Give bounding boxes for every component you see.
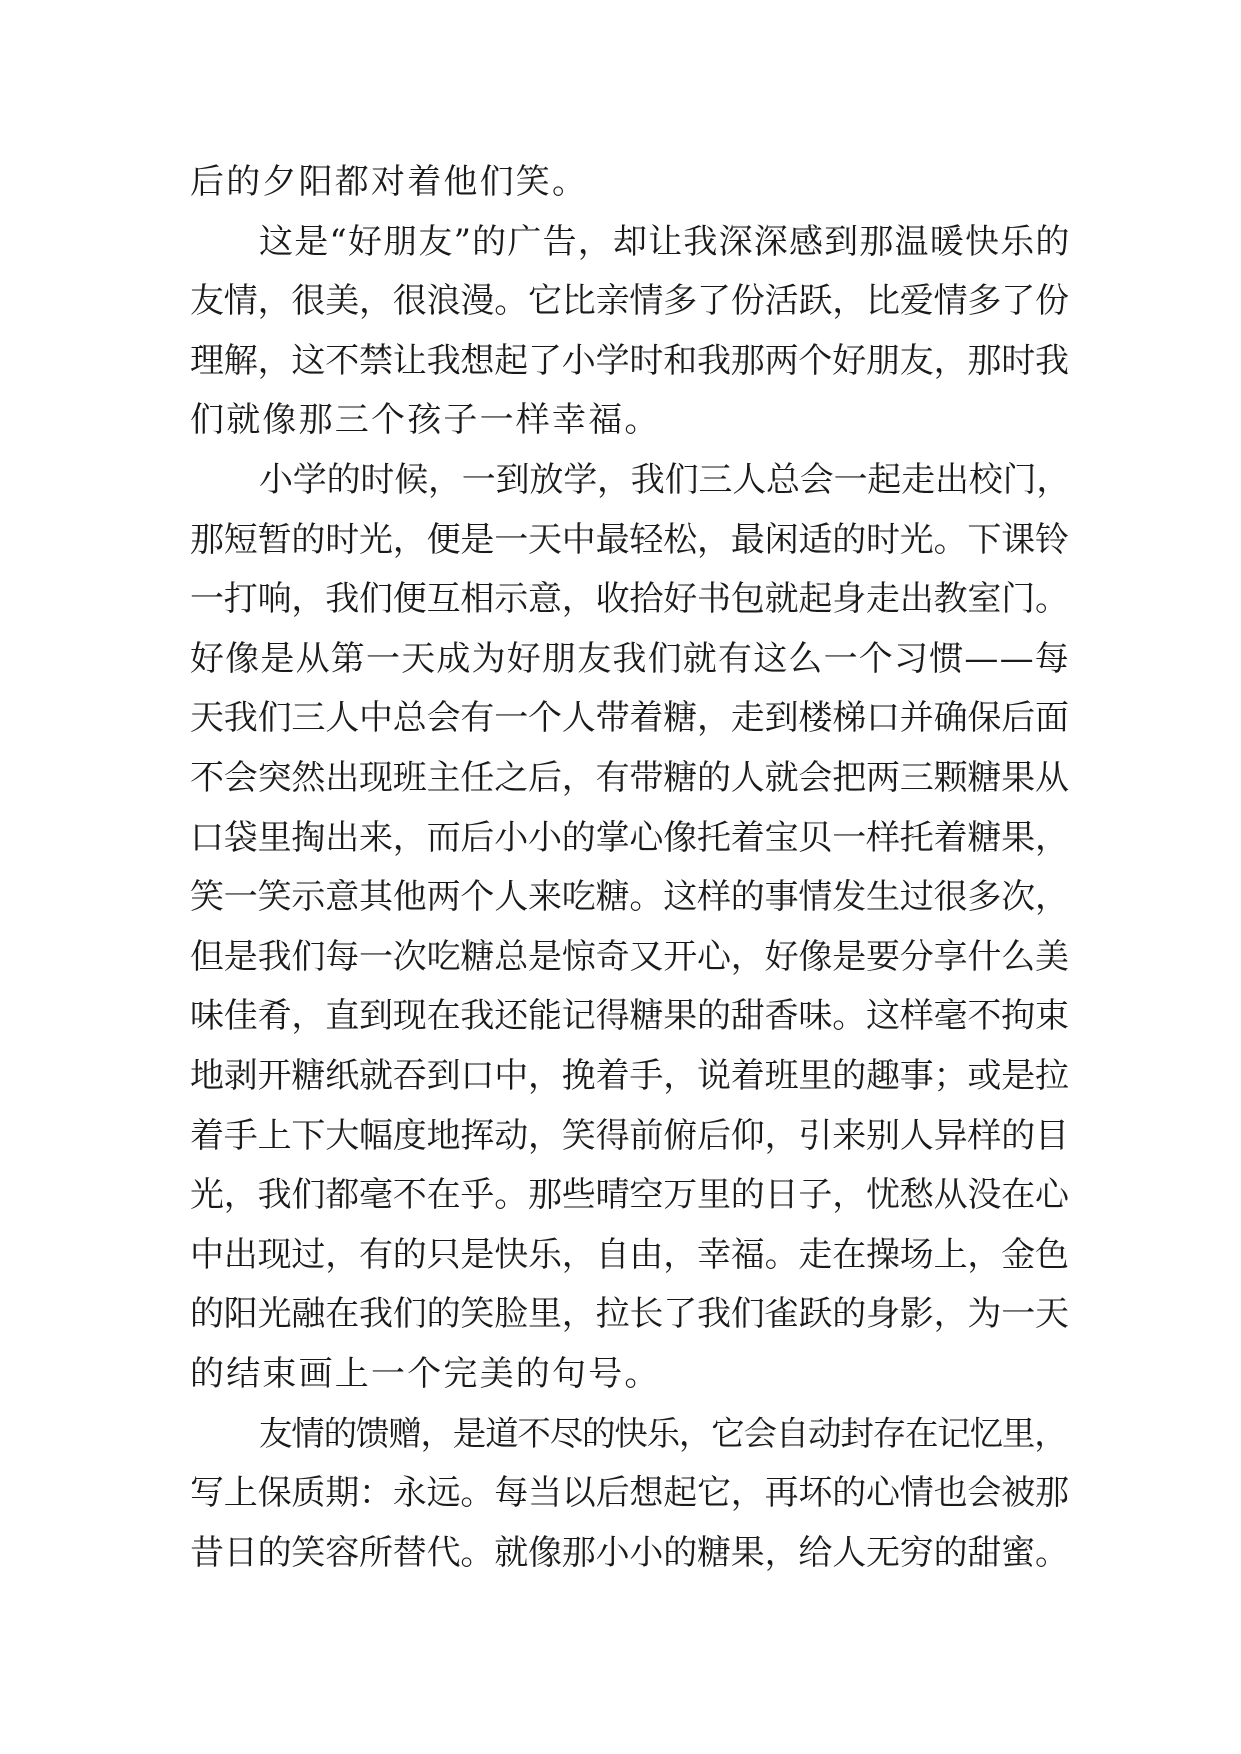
text-line: 笑一笑示意其他两个人来吃糖。这样的事情发生过很多次， xyxy=(190,877,1069,918)
text-line: 理解，这不禁让我想起了小学时和我那两个好朋友，那时我 xyxy=(190,340,1069,381)
document-page xyxy=(190,153,1070,1583)
text-line: 味佳肴，直到现在我还能记得糖果的甜香味。这样毫不拘束 xyxy=(190,996,1069,1037)
text-line: 们就像那三个孩子一样幸福。 xyxy=(190,400,661,441)
text-line: 那短暂的时光，便是一天中最轻松，最闲适的时光。下课铃 xyxy=(190,519,1069,560)
text-line: 写上保质期：永远。每当以后想起它，再坏的心情也会被那 xyxy=(190,1473,1069,1514)
text-line: 一打响，我们便互相示意，收拾好书包就起身走出教室门。 xyxy=(190,579,1069,620)
text-line: 地剥开糖纸就吞到口中，挽着手，说着班里的趣事；或是拉 xyxy=(190,1055,1069,1096)
text-line: 天我们三人中总会有一个人带着糖，走到楼梯口并确保后面 xyxy=(190,698,1069,739)
paragraph-first-line: 这是“好朋友”的广告，却让我深深感到那温暖快乐的 xyxy=(259,221,1071,262)
text-line: 好像是从第一天成为好朋友我们就有这么一个习惯——每 xyxy=(190,638,1070,679)
text-line: 昔日的笑容所替代。就像那小小的糖果，给人无穷的甜蜜。 xyxy=(190,1532,1069,1573)
text-line: 中出现过，有的只是快乐，自由，幸福。走在操场上，金色 xyxy=(190,1234,1069,1275)
text-line: 的结束画上一个完美的句号。 xyxy=(190,1353,661,1394)
text-line: 光，我们都毫不在乎。那些晴空万里的日子，忧愁从没在心 xyxy=(190,1175,1069,1216)
text-line: 口袋里掏出来，而后小小的掌心像托着宝贝一样托着糖果， xyxy=(190,817,1069,858)
text-line: 的阳光融在我们的笑脸里，拉长了我们雀跃的身影，为一天 xyxy=(190,1294,1069,1335)
text-line: 不会突然出现班主任之后，有带糖的人就会把两三颗糖果从 xyxy=(190,757,1069,798)
paragraph-first-line: 友情的馈赠，是道不尽的快乐，它会自动封存在记忆里， xyxy=(259,1414,1067,1454)
text-line: 后的夕阳都对着他们笑。 xyxy=(190,162,589,202)
paragraph-first-line: 小学的时候，一到放学，我们三人总会一起走出校门， xyxy=(259,459,1071,500)
text-line: 但是我们每一次吃糖总是惊奇又开心，好像是要分享什么美 xyxy=(190,936,1069,977)
text-line: 友情，很美，很浪漫。它比亲情多了份活跃，比爱情多了份 xyxy=(190,281,1069,322)
text-line: 着手上下大幅度地挥动，笑得前俯后仰，引来别人异样的目 xyxy=(190,1115,1069,1156)
